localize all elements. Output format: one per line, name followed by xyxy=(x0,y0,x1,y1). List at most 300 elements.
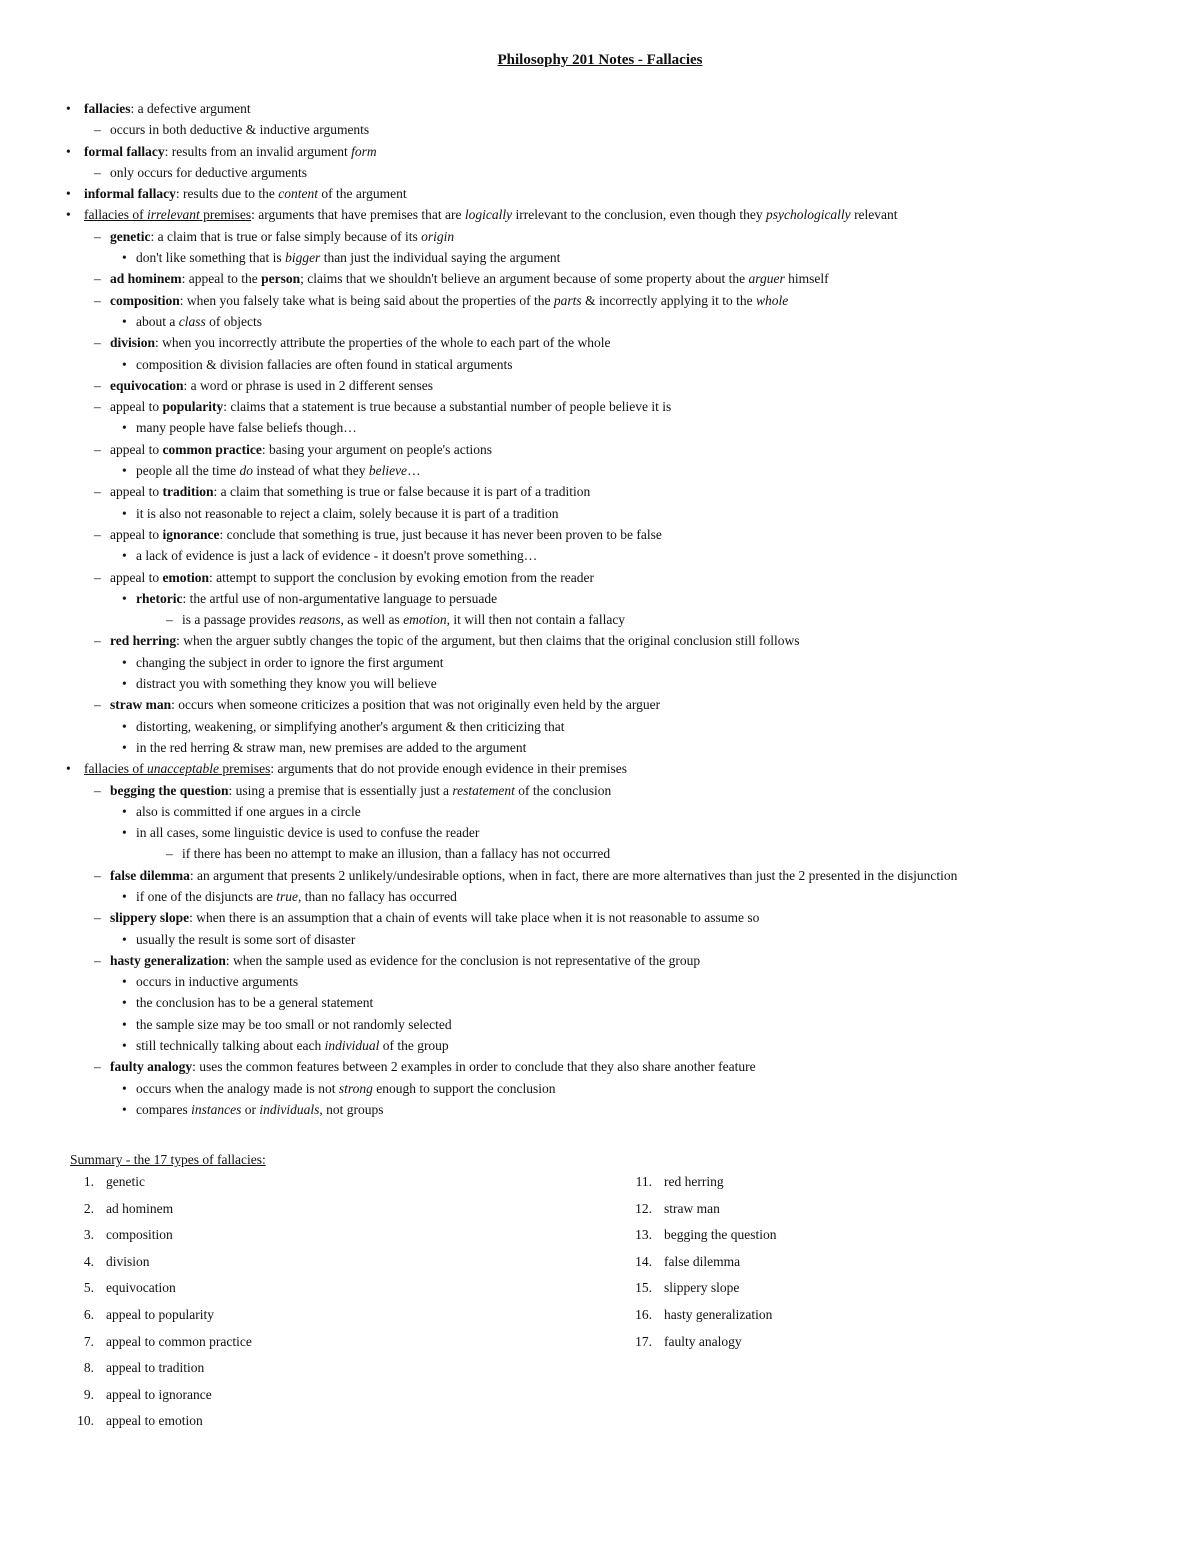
term: formal fallacy xyxy=(84,143,165,159)
text-run: , not groups xyxy=(319,1101,384,1117)
outline-item xyxy=(0,503,1200,524)
outline-item xyxy=(0,311,1200,332)
summary-number: 10. xyxy=(77,1413,94,1429)
text-run: , than no fallacy has occurred xyxy=(297,888,457,904)
text-run: bigger xyxy=(285,250,321,266)
outline-text xyxy=(136,1078,555,1099)
bullet-marker: • xyxy=(122,313,127,329)
summary-label: appeal to popularity xyxy=(106,1306,214,1322)
summary-number: 12. xyxy=(635,1200,652,1216)
term: equivocation xyxy=(110,377,184,393)
text-run: parts xyxy=(553,292,582,308)
summary-label: genetic xyxy=(106,1174,145,1189)
text-run: of the group xyxy=(379,1038,449,1054)
text-run: compares xyxy=(136,1101,192,1117)
text-run: : results from an invalid argument xyxy=(164,143,352,159)
text-run: the sample size may be too small or not randomly selected xyxy=(136,1016,452,1032)
text-run: emotion xyxy=(403,612,447,628)
text-run: do xyxy=(239,463,253,479)
text-run: : when the sample used as evidence for the conclusion is not representative of the group xyxy=(225,952,701,968)
text-run: whole xyxy=(756,292,789,308)
bullet-marker: – xyxy=(94,910,101,926)
term: rhetoric xyxy=(136,590,183,606)
outline-text xyxy=(110,439,492,460)
text-run: content xyxy=(278,186,318,202)
text-run: origin xyxy=(421,228,455,244)
outline-item xyxy=(0,481,1200,502)
outline-text xyxy=(110,332,611,353)
outline-item xyxy=(0,439,1200,460)
outline-item xyxy=(0,204,1200,225)
text-run: occurs in inductive arguments xyxy=(136,974,299,990)
text-run: or xyxy=(241,1101,260,1117)
outline-text xyxy=(110,481,590,502)
outline-text xyxy=(110,524,662,545)
text-run: : when you falsely take what is being said about the properties of the xyxy=(179,292,554,308)
outline-text xyxy=(136,460,421,481)
outline-text xyxy=(136,1035,449,1056)
text-run: in the red herring & straw man, new premises are added to the argument xyxy=(136,739,527,755)
outline-text xyxy=(84,758,627,779)
outline-text xyxy=(110,1056,756,1077)
bullet-marker: • xyxy=(122,250,127,266)
text-run: distorting, weakening, or simplifying another's argument & then criticizing that xyxy=(136,718,565,734)
text-run: the conclusion has to be a general statement xyxy=(136,995,374,1011)
text-run: & incorrectly applying it to the xyxy=(581,292,757,308)
outline-text xyxy=(136,716,564,737)
text-run: restatement xyxy=(452,782,515,798)
outline-text xyxy=(84,141,377,162)
summary-label: straw man xyxy=(664,1200,720,1216)
outline-item xyxy=(0,141,1200,162)
text-run: : uses the common features between 2 examples in order to conclude that they also share another feature xyxy=(192,1059,756,1075)
bullet-marker: – xyxy=(94,867,101,883)
bullet-marker: – xyxy=(94,399,101,415)
outline-item xyxy=(0,907,1200,928)
summary-label: faulty analogy xyxy=(664,1333,742,1349)
summary-label: appeal to ignorance xyxy=(106,1386,212,1402)
outline-item xyxy=(0,545,1200,566)
term: ad hominem xyxy=(110,271,182,287)
text-run: : when the arguer subtly changes the topic of the argument, but then claims that the original conclusion still follows xyxy=(176,633,800,649)
outline-item xyxy=(0,886,1200,907)
summary-label: division xyxy=(106,1253,150,1269)
text-run: a lack of evidence is just a lack of evidence - it doesn't prove something… xyxy=(136,548,538,564)
summary-label: equivocation xyxy=(106,1280,176,1296)
text-run: instead of what they xyxy=(252,463,369,479)
outline-item xyxy=(0,630,1200,651)
bullet-marker: – xyxy=(94,782,101,798)
outline-item xyxy=(0,822,1200,843)
outline-item xyxy=(0,1014,1200,1035)
bullet-marker: • xyxy=(66,101,71,116)
text-run: if there has been no attempt to make an illusion, than a fallacy has not occurred xyxy=(182,846,611,862)
text-run: : a defective argument xyxy=(130,101,251,116)
text-run: , it will then not contain a fallacy xyxy=(446,612,626,628)
bullet-marker: – xyxy=(94,569,101,585)
bullet-marker: • xyxy=(66,761,71,777)
outline-item xyxy=(0,354,1200,375)
outline-text xyxy=(136,1099,383,1120)
bullet-marker: • xyxy=(122,676,127,692)
summary-label: appeal to tradition xyxy=(106,1360,205,1376)
text-run: : conclude that something is true, just because it has never been proven to be false xyxy=(219,526,662,542)
outline-item xyxy=(0,290,1200,311)
bullet-marker: • xyxy=(122,1080,127,1096)
outline-item xyxy=(0,226,1200,247)
outline-text xyxy=(84,204,898,225)
bullet-marker: – xyxy=(94,633,101,649)
text-run: true xyxy=(276,888,298,904)
text-run: unacceptable xyxy=(146,761,219,777)
text-run: enough to support the conclusion xyxy=(372,1080,556,1096)
outline-text xyxy=(136,588,497,609)
outline-item xyxy=(0,332,1200,353)
summary-label: ad hominem xyxy=(106,1200,174,1216)
bullet-marker: • xyxy=(122,718,127,734)
summary-label: appeal to emotion xyxy=(106,1413,203,1429)
outline-text xyxy=(84,183,407,204)
summary-label: false dilemma xyxy=(664,1253,741,1269)
text-run: form xyxy=(351,143,377,159)
outline-text xyxy=(136,417,357,438)
outline-item xyxy=(0,375,1200,396)
text-run: : basing your argument on people's actions xyxy=(261,441,492,457)
outline-item xyxy=(0,524,1200,545)
summary-number: 11. xyxy=(635,1174,652,1189)
text-run: than just the individual saying the argument xyxy=(320,250,561,266)
term: popularity xyxy=(162,399,224,415)
term: informal fallacy xyxy=(84,186,176,202)
text-run: about a xyxy=(136,313,179,329)
term: fallacies xyxy=(84,101,131,116)
term: false dilemma xyxy=(110,867,190,883)
term: hasty generalization xyxy=(110,952,226,968)
text-run: : appeal to the xyxy=(181,271,262,287)
text-run: of objects xyxy=(205,313,262,329)
outline-text xyxy=(136,545,537,566)
outline-text xyxy=(136,971,298,992)
text-run: : results due to the xyxy=(175,186,279,202)
term: emotion xyxy=(162,569,209,585)
text-run: individuals xyxy=(259,1101,320,1117)
text-run: changing the subject in order to ignore the first argument xyxy=(136,654,444,670)
summary-label: begging the question xyxy=(664,1227,777,1243)
bullet-marker: • xyxy=(122,548,127,564)
term: begging the question xyxy=(110,782,229,798)
text-run: : arguments that have premises that are xyxy=(251,207,465,223)
summary-number: 6. xyxy=(83,1306,94,1322)
text-run: strong xyxy=(338,1080,373,1096)
term: division xyxy=(110,335,156,351)
bullet-marker: – xyxy=(94,377,101,393)
bullet-marker: – xyxy=(94,526,101,542)
outline-text xyxy=(182,609,625,630)
summary-label: slippery slope xyxy=(664,1280,740,1296)
outline-text xyxy=(110,226,454,247)
bullet-marker: – xyxy=(166,612,173,628)
text-run: premises xyxy=(199,207,252,223)
summary-number: 1. xyxy=(83,1174,94,1189)
summary-number: 16. xyxy=(635,1306,652,1322)
outline-text xyxy=(136,1014,452,1035)
term: common practice xyxy=(162,441,262,457)
outline-item xyxy=(0,1035,1200,1056)
text-run: of the conclusion xyxy=(514,782,612,798)
text-run: : when you incorrectly attribute the properties of the whole to each part of the whole xyxy=(155,335,611,351)
text-run: : an argument that presents 2 unlikely/undesirable options, when in fact, there are more alternatives than just the 2 presented in the disjunction xyxy=(189,867,958,883)
outline-text xyxy=(136,503,559,524)
bullet-marker: • xyxy=(122,931,127,947)
notes-outline xyxy=(0,98,1200,1120)
summary-heading: Summary - the 17 types of fallacies: xyxy=(70,1152,266,1167)
term: genetic xyxy=(110,228,151,244)
outline-item xyxy=(0,843,1200,864)
outline-text xyxy=(110,290,788,311)
bullet-marker: – xyxy=(94,228,101,244)
page-title: Philosophy 201 Notes - Fallacies xyxy=(497,52,703,68)
text-run: appeal to xyxy=(110,526,163,542)
text-run: appeal to xyxy=(110,569,163,585)
text-run: many people have false beliefs though… xyxy=(136,420,357,436)
summary-label: appeal to common practice xyxy=(106,1333,252,1349)
outline-item xyxy=(0,758,1200,779)
text-run: occurs when the analogy made is not xyxy=(136,1080,339,1096)
bullet-marker: • xyxy=(122,1038,127,1054)
outline-text xyxy=(136,354,513,375)
bullet-marker: • xyxy=(122,356,127,372)
outline-item xyxy=(0,865,1200,886)
text-run: appeal to xyxy=(110,441,163,457)
outline-text xyxy=(136,929,355,950)
bullet-marker: • xyxy=(66,207,71,223)
text-run: : claims that a statement is true because a substantial number of people believe it is xyxy=(223,399,672,415)
bullet-marker: – xyxy=(166,846,173,862)
text-run: arguer xyxy=(748,271,785,287)
text-run: irrelevant to the conclusion, even though they xyxy=(512,207,766,223)
bullet-marker: • xyxy=(122,974,127,990)
summary-label: hasty generalization xyxy=(664,1306,773,1322)
bullet-marker: • xyxy=(122,995,127,1011)
bullet-marker: • xyxy=(122,1016,127,1032)
outline-item xyxy=(0,1099,1200,1120)
bullet-marker: – xyxy=(94,164,101,180)
bullet-marker: – xyxy=(94,122,101,138)
text-run: logically xyxy=(464,207,513,223)
bullet-marker: – xyxy=(94,484,101,500)
term: red herring xyxy=(110,633,177,649)
outline-item xyxy=(0,716,1200,737)
outline-text xyxy=(110,119,369,140)
summary-number: 4. xyxy=(83,1253,94,1269)
outline-item xyxy=(0,567,1200,588)
text-run: : arguments that do not provide enough evidence in their premises xyxy=(270,761,627,777)
outline-item xyxy=(0,652,1200,673)
summary-number: 2. xyxy=(83,1200,94,1216)
outline-item xyxy=(0,268,1200,289)
outline-text xyxy=(182,843,610,864)
summary-number: 9. xyxy=(83,1386,94,1402)
term: composition xyxy=(110,292,180,308)
text-run: of the argument xyxy=(317,186,407,202)
text-run: instances xyxy=(191,1101,242,1117)
outline-item xyxy=(0,460,1200,481)
text-run: also is committed if one argues in a circle xyxy=(136,803,361,819)
text-run: usually the result is some sort of disaster xyxy=(136,931,356,947)
outline-item xyxy=(0,694,1200,715)
text-run: reasons xyxy=(298,612,341,628)
text-run: it is also not reasonable to reject a claim, solely because it is part of a tradition xyxy=(136,505,559,521)
text-run: premises xyxy=(218,761,271,777)
summary-number: 15. xyxy=(635,1280,652,1296)
summary-label: composition xyxy=(106,1227,173,1243)
bullet-marker: • xyxy=(122,825,127,841)
outline-item xyxy=(0,992,1200,1013)
outline-item xyxy=(0,119,1200,140)
text-run: himself xyxy=(784,271,829,287)
bullet-marker: – xyxy=(94,1059,101,1075)
text-run: if one of the disjuncts are xyxy=(136,888,277,904)
bullet-marker: • xyxy=(122,420,127,436)
outline-text xyxy=(84,98,251,119)
outline-text xyxy=(136,247,560,268)
text-run: : when there is an assumption that a chain of events will take place when it is not reasonable to assume so xyxy=(189,910,760,926)
outline-text xyxy=(136,801,361,822)
text-run: appeal to xyxy=(110,399,163,415)
text-run: fallacies of xyxy=(84,207,147,223)
text-run: occurs in both deductive & inductive arguments xyxy=(110,122,370,138)
outline-item xyxy=(0,780,1200,801)
text-run: : using a premise that is essentially just a xyxy=(228,782,453,798)
summary-number: 14. xyxy=(635,1253,652,1269)
bullet-marker: – xyxy=(94,697,101,713)
outline-text xyxy=(136,886,457,907)
text-run: : attempt to support the conclusion by evoking emotion from the reader xyxy=(208,569,595,585)
bullet-marker: • xyxy=(122,590,127,606)
text-run: : a word or phrase is used in 2 different senses xyxy=(183,377,433,393)
outline-item xyxy=(0,396,1200,417)
outline-item xyxy=(0,162,1200,183)
outline-text xyxy=(110,950,700,971)
outline-item xyxy=(0,1056,1200,1077)
bullet-marker: • xyxy=(122,463,127,479)
text-run: , as well as xyxy=(340,612,404,628)
outline-text xyxy=(110,865,957,886)
bullet-marker: • xyxy=(122,505,127,521)
text-run: composition & division fallacies are often found in statical arguments xyxy=(136,356,513,372)
bullet-marker: – xyxy=(94,952,101,968)
text-run: fallacies of xyxy=(84,761,147,777)
summary-number: 8. xyxy=(83,1360,94,1376)
outline-item xyxy=(0,247,1200,268)
term: tradition xyxy=(162,484,214,500)
outline-text xyxy=(136,737,526,758)
bullet-marker: • xyxy=(122,888,127,904)
outline-text xyxy=(110,780,611,801)
outline-text xyxy=(110,268,829,289)
text-run: individual xyxy=(324,1038,380,1054)
summary-number: 7. xyxy=(83,1333,94,1349)
term: ignorance xyxy=(162,526,220,542)
summary-label: red herring xyxy=(664,1174,724,1189)
text-run: is a passage provides xyxy=(182,612,299,628)
summary-number: 3. xyxy=(83,1227,94,1243)
text-run: ; claims that we shouldn't believe an argument because of some property about the xyxy=(300,271,749,287)
term: straw man xyxy=(110,697,172,713)
bullet-marker: – xyxy=(94,292,101,308)
outline-text xyxy=(136,652,444,673)
outline-item xyxy=(0,801,1200,822)
outline-item xyxy=(0,1078,1200,1099)
outline-item xyxy=(0,971,1200,992)
outline-text xyxy=(136,673,437,694)
outline-text xyxy=(136,822,479,843)
outline-text xyxy=(110,162,307,183)
outline-item xyxy=(0,588,1200,609)
outline-item xyxy=(0,183,1200,204)
outline-text xyxy=(110,907,759,928)
text-run: relevant xyxy=(850,207,898,223)
text-run: appeal to xyxy=(110,484,163,500)
outline-text xyxy=(136,311,262,332)
bullet-marker: • xyxy=(122,654,127,670)
bullet-marker: • xyxy=(66,186,71,202)
bullet-marker: • xyxy=(122,803,127,819)
term: person xyxy=(261,271,301,287)
bullet-marker: • xyxy=(66,143,71,159)
outline-text xyxy=(110,567,594,588)
text-run: in all cases, some linguistic device is used to confuse the reader xyxy=(136,825,480,841)
text-run: … xyxy=(407,463,421,479)
bullet-marker: – xyxy=(94,441,101,457)
text-run: : a claim that is true or false simply because of its xyxy=(150,228,422,244)
text-run: : occurs when someone criticizes a position that was not originally even held by the arguer xyxy=(171,697,661,713)
text-run: still technically talking about each xyxy=(136,1038,325,1054)
outline-item xyxy=(0,929,1200,950)
bullet-marker: – xyxy=(94,271,101,287)
bullet-marker: • xyxy=(122,1101,127,1117)
text-run: psychologically xyxy=(765,207,851,223)
text-run: : the artful use of non-argumentative language to persuade xyxy=(182,590,498,606)
summary-number: 5. xyxy=(83,1280,94,1296)
outline-text xyxy=(110,694,660,715)
outline-text xyxy=(110,375,433,396)
text-run: people all the time xyxy=(136,463,240,479)
term: faulty analogy xyxy=(110,1059,193,1075)
summary-number: 13. xyxy=(635,1227,652,1243)
outline-item xyxy=(0,98,1200,119)
outline-text xyxy=(110,396,671,417)
text-run: distract you with something they know you will believe xyxy=(136,676,437,692)
outline-item xyxy=(0,950,1200,971)
summary-number: 17. xyxy=(635,1333,652,1349)
bullet-marker: • xyxy=(122,739,127,755)
text-run: class xyxy=(178,313,206,329)
outline-item xyxy=(0,673,1200,694)
outline-item xyxy=(0,609,1200,630)
outline-item xyxy=(0,417,1200,438)
bullet-marker: – xyxy=(94,335,101,351)
text-run: only occurs for deductive arguments xyxy=(110,164,307,180)
outline-item xyxy=(0,737,1200,758)
text-run: believe xyxy=(368,463,408,479)
text-run: irrelevant xyxy=(146,207,200,223)
text-run: don't like something that is xyxy=(136,250,286,266)
outline-text xyxy=(110,630,800,651)
outline-text xyxy=(136,992,373,1013)
term: slippery slope xyxy=(110,910,190,926)
text-run: : a claim that something is true or false because it is part of a tradition xyxy=(213,484,591,500)
